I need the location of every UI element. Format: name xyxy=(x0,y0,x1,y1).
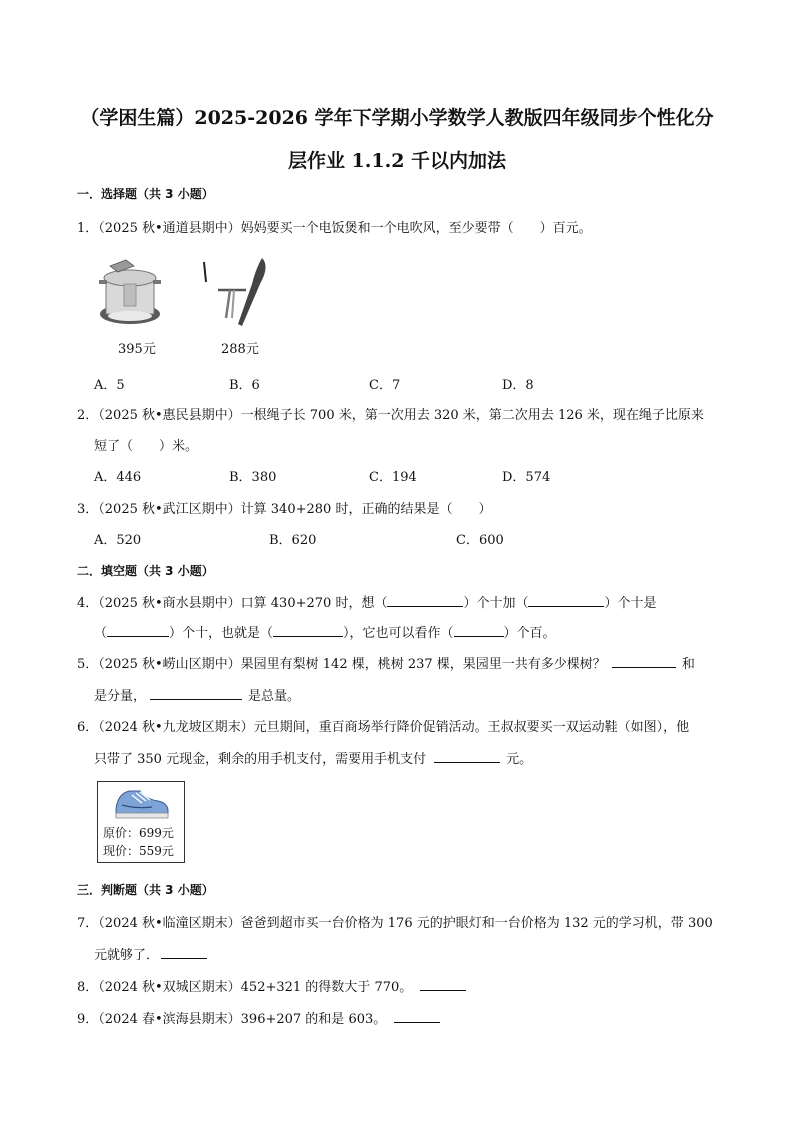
sneaker-image xyxy=(112,785,170,821)
question-5-text-part: 是分量， xyxy=(94,689,147,704)
current-price: 现价：559元 xyxy=(103,844,174,858)
question-2-text-line-1: 2．（2025 秋•惠民县期中）一根绳子长 700 米，第一次用去 320 米，第二次用去 126 米，现在绳子比原来 xyxy=(77,408,704,423)
answer-blank[interactable] xyxy=(387,592,463,607)
question-7-line-2 xyxy=(94,944,207,963)
question-4-text-part: ）个十是 xyxy=(604,596,657,611)
page-title-line-1: （学困生篇）2025-2026 学年下学期小学数学人教版四年级同步个性化分 xyxy=(80,107,714,129)
question-3-option-c[interactable]: C．600 xyxy=(456,533,504,548)
section-heading-fill-in: 二．填空题（共 3 小题） xyxy=(77,564,214,578)
answer-blank[interactable] xyxy=(394,1008,440,1023)
answer-blank[interactable] xyxy=(161,944,207,959)
question-4-text-part: ），它也可以看作（ xyxy=(343,626,454,641)
question-4-text-part: ）个百。 xyxy=(503,626,556,641)
question-2-option-d[interactable]: D．574 xyxy=(502,470,551,485)
question-5-text-part: 是总量。 xyxy=(248,689,301,704)
question-4-line-2 xyxy=(94,622,556,641)
question-4-text-part: （ xyxy=(94,626,108,641)
question-1-text: 1．（2025 秋•通道县期中）妈妈要买一个电饭煲和一个电吹风，至少要带（ ）百元。 xyxy=(77,221,592,236)
answer-blank[interactable] xyxy=(612,653,676,668)
question-4-text-part: 4．（2025 秋•商水县期中）口算 430+270 时，想（ xyxy=(77,596,388,611)
answer-blank[interactable] xyxy=(434,748,500,763)
hair-dryer-image xyxy=(200,256,270,328)
question-4-text-part: ）个十，也就是（ xyxy=(169,626,274,641)
original-price: 原价：699元 xyxy=(103,826,174,840)
question-2-option-b[interactable]: B．380 xyxy=(229,470,277,485)
question-4-line-1 xyxy=(77,592,656,611)
answer-blank[interactable] xyxy=(528,592,604,607)
hair-dryer-price: 288元 xyxy=(221,342,259,357)
question-7-text-part: 元就够了． xyxy=(94,948,160,963)
question-5-text-part: 和 xyxy=(681,657,695,672)
section-heading-true-false: 三．判断题（共 3 小题） xyxy=(77,883,214,897)
answer-blank[interactable] xyxy=(420,976,466,991)
question-5-line-2 xyxy=(94,685,300,704)
question-8-text: 8．（2024 秋•双城区期末）452+321 的得数大于 770。 xyxy=(77,980,413,995)
rice-cooker-image xyxy=(96,256,164,328)
question-7-text-line-1: 7．（2024 秋•临潼区期末）爸爸到超市买一台价格为 176 元的护眼灯和一台价格为 132 元的学习机，带 300 xyxy=(77,916,713,931)
question-6-text-part: 只带了 350 元现金，剩余的用手机支付，需要用手机支付 xyxy=(94,752,427,767)
question-9-text: 9．（2024 春•滨海县期末）396+207 的和是 603。 xyxy=(77,1012,387,1027)
question-5-line-1 xyxy=(77,653,695,672)
question-3-option-b[interactable]: B．620 xyxy=(269,533,317,548)
question-9-line xyxy=(77,1008,440,1027)
answer-blank[interactable] xyxy=(273,622,343,637)
question-8-line xyxy=(77,976,466,995)
question-1-option-c[interactable]: C．7 xyxy=(369,378,401,393)
question-4-text-part: ）个十加（ xyxy=(463,596,529,611)
question-2-text-line-2: 短了（ ）米。 xyxy=(94,439,199,454)
question-2-option-c[interactable]: C．194 xyxy=(369,470,417,485)
question-1-option-d[interactable]: D．8 xyxy=(502,378,534,393)
sneaker-price-tag xyxy=(97,781,185,863)
question-3-text: 3．（2025 秋•武江区期中）计算 340+280 时，正确的结果是（ ） xyxy=(77,502,492,517)
question-2-option-a[interactable]: A．446 xyxy=(94,470,142,485)
question-1-option-a[interactable]: A．5 xyxy=(94,378,125,393)
answer-blank[interactable] xyxy=(107,622,169,637)
section-heading-choice: 一．选择题（共 3 小题） xyxy=(77,187,214,201)
question-6-text-part: 元。 xyxy=(506,752,533,767)
question-6-line-2 xyxy=(94,748,532,767)
answer-blank[interactable] xyxy=(454,622,504,637)
question-1-option-b[interactable]: B．6 xyxy=(229,378,260,393)
question-3-option-a[interactable]: A．520 xyxy=(94,533,142,548)
answer-blank[interactable] xyxy=(150,685,242,700)
rice-cooker-price: 395元 xyxy=(118,342,156,357)
question-5-text-part: 5．（2025 秋•崂山区期中）果园里有梨树 142 棵，桃树 237 棵，果园里一共有多少棵树？ xyxy=(77,657,606,672)
question-6-text-line-1: 6．（2024 秋•九龙坡区期末）元旦期间，重百商场举行降价促销活动。王叔叔要买一双运动鞋（如图），他 xyxy=(77,720,690,735)
page-title-line-2: 层作业 1.1.2 千以内加法 xyxy=(287,150,507,172)
